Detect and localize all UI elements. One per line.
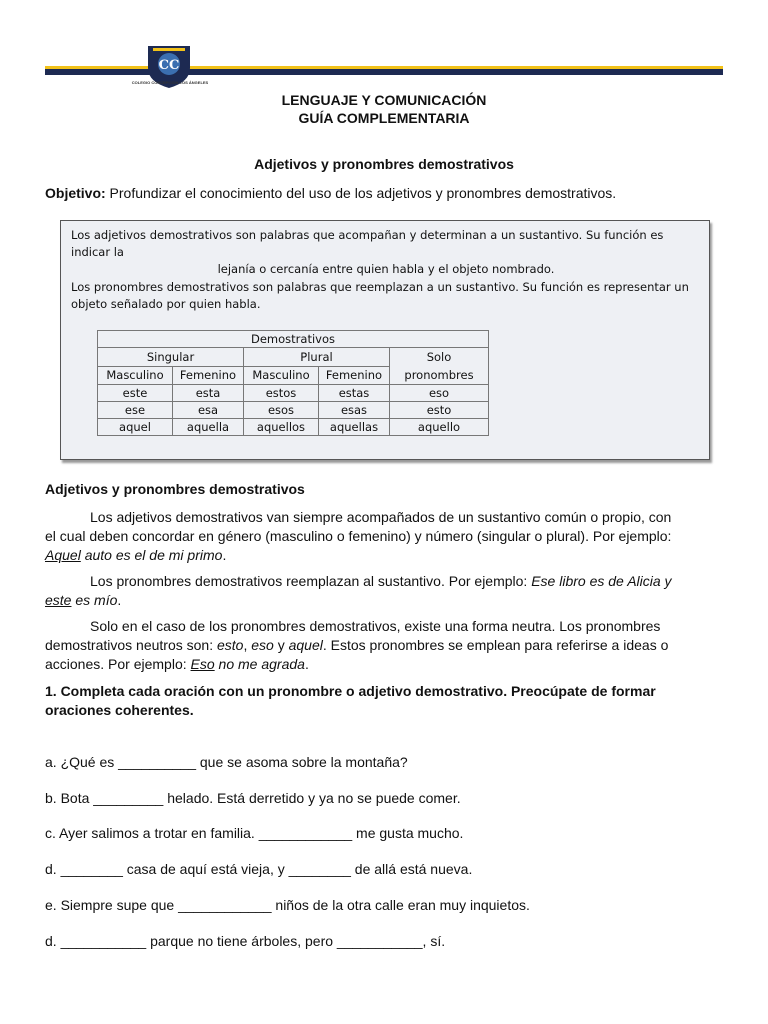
example-end: . (222, 547, 227, 563)
subheader-cell: Masculino (98, 366, 173, 385)
objective (45, 184, 616, 203)
table-header-row (98, 348, 489, 367)
exercise-item-b: b. Bota _________ helado. Está derretido y ya no se puede comer. (45, 790, 461, 806)
header-solo-pronombres (390, 348, 489, 385)
paragraph-neutral-line1: Solo en el caso de los pronombres demostrativos, existe una forma neutra. Los pronombres (90, 618, 661, 634)
table-row (98, 402, 489, 419)
subheader-cell: Femenino (319, 366, 390, 385)
table-cell: esa (173, 402, 244, 419)
table-cell: aquel (98, 419, 173, 436)
paragraph-adjectives-line1: Los adjetivos demostrativos van siempre acompañados de un sustantivo común o propio, con (90, 509, 672, 525)
svg-text:CC: CC (158, 58, 180, 73)
exercise-item-f: d. ___________ parque no tiene árboles, pero ___________, sí. (45, 933, 446, 949)
adjectives-definition-line2: lejanía o cercanía entre quien habla y el objeto nombrado. (217, 262, 555, 276)
example-text: auto es el de mi primo (80, 547, 223, 563)
table-row (98, 385, 489, 402)
neutral-word: esto (216, 637, 244, 653)
table-cell: aquellos (244, 419, 319, 436)
exercise-item-d: d. ________ casa de aquí está vieja, y ________ de allá está nueva. (45, 861, 473, 877)
course-title: LENGUAJE Y COMUNICACIÓN (281, 92, 487, 108)
table-cell: esto (390, 402, 489, 419)
example-text: es mío (71, 592, 118, 608)
exercise-item-a: a. ¿Qué es __________ que se asoma sobre la montaña? (45, 754, 408, 770)
objective-text: Profundizar el conocimiento del uso de los adjetivos y pronombres demostrativos. (105, 185, 617, 201)
exercise-item-e: e. Siempre supe que ____________ niños de la otra calle eran muy inquietos. (45, 897, 530, 913)
subheader-cell: Masculino (244, 366, 319, 385)
neutral-text: . Estos pronombres se emplean para referirse a ideas o (322, 637, 669, 653)
table-cell: aquello (390, 419, 489, 436)
header-solo-line2: pronombres (404, 368, 474, 382)
example-text: no me agrada (214, 656, 305, 672)
table-cell: ese (98, 402, 173, 419)
neutral-text: acciones. Por ejemplo: (45, 656, 191, 672)
table-title: Demostrativos (98, 331, 489, 348)
pronouns-definition (71, 279, 701, 313)
table-cell: esta (173, 385, 244, 402)
paragraph-neutral-line2 (45, 636, 723, 655)
example-underlined-word: Aquel (45, 547, 81, 563)
table-cell: este (98, 385, 173, 402)
subheader-cell: Femenino (173, 366, 244, 385)
neutral-text: , (243, 637, 252, 653)
exercise-instruction (45, 682, 723, 720)
logo-caption: COLEGIO CONCEPCIÓN LOS ÁNGELES (131, 80, 209, 85)
guide-title: GUÍA COMPLEMENTARIA (298, 110, 470, 126)
paragraph-neutral (45, 617, 723, 674)
paragraph-pronouns-text: Los pronombres demostrativos reemplazan al sustantivo. Por ejemplo: (90, 573, 532, 589)
neutral-word: aquel (288, 637, 323, 653)
definitions-box (60, 220, 710, 460)
paragraph-adjectives-line2: el cual deben concordar en género (masculino o femenino) y número (singular o plural). Por ejemplo: (45, 528, 672, 544)
neutral-text: y (273, 637, 289, 653)
neutral-word: eso (251, 637, 274, 653)
demonstratives-table (97, 330, 489, 436)
table-cell: esas (319, 402, 390, 419)
paragraph-pronouns (45, 572, 723, 610)
exercise-instruction-line2: oraciones coherentes. (45, 702, 194, 718)
objective-label: Objetivo: (45, 185, 106, 201)
pronouns-definition-line1: Los pronombres demostrativos son palabras que reemplazan a un sustantivo. Su función es representar un (71, 280, 689, 294)
paragraph-pronouns-line2 (45, 591, 723, 610)
table-cell: aquella (173, 419, 244, 436)
paragraph-adjectives-line3 (45, 546, 723, 565)
table-title-row (98, 331, 489, 348)
example-text: Ese libro es de Alicia y (531, 573, 672, 589)
example-underlined-word: Eso (190, 656, 215, 672)
exercise-instruction-line1: 1. Completa cada oración con un pronombre o adjetivo demostrativo. Preocúpate de formar (45, 683, 656, 699)
header-solo-line1: Solo (426, 350, 452, 364)
header-singular: Singular (98, 348, 244, 367)
table-cell: aquellas (319, 419, 390, 436)
pronouns-definition-line2: objeto señalado por quien habla. (71, 297, 261, 311)
topic-title: Adjetivos y pronombres demostrativos (254, 156, 514, 172)
neutral-text: demostrativos neutros son: (45, 637, 217, 653)
exercise-item-c: c. Ayer salimos a trotar en familia. ____________ me gusta mucho. (45, 825, 464, 841)
adjectives-definition-line1: Los adjetivos demostrativos son palabras que acompañan y determinan a un sustantivo. Su función es indicar la (71, 228, 664, 259)
table-cell: eso (390, 385, 489, 402)
table-cell: esos (244, 402, 319, 419)
table-cell: estas (319, 385, 390, 402)
header-plural: Plural (244, 348, 390, 367)
example-end: . (304, 656, 309, 672)
table-cell: estos (244, 385, 319, 402)
example-underlined-word: este (45, 592, 72, 608)
adjectives-definition (71, 227, 701, 278)
paragraph-adjectives (45, 508, 723, 565)
example-end: . (117, 592, 122, 608)
table-row (98, 419, 489, 436)
paragraph-neutral-line3 (45, 655, 723, 674)
paragraph-pronouns-line1 (45, 572, 723, 591)
section-heading: Adjetivos y pronombres demostrativos (45, 481, 305, 497)
